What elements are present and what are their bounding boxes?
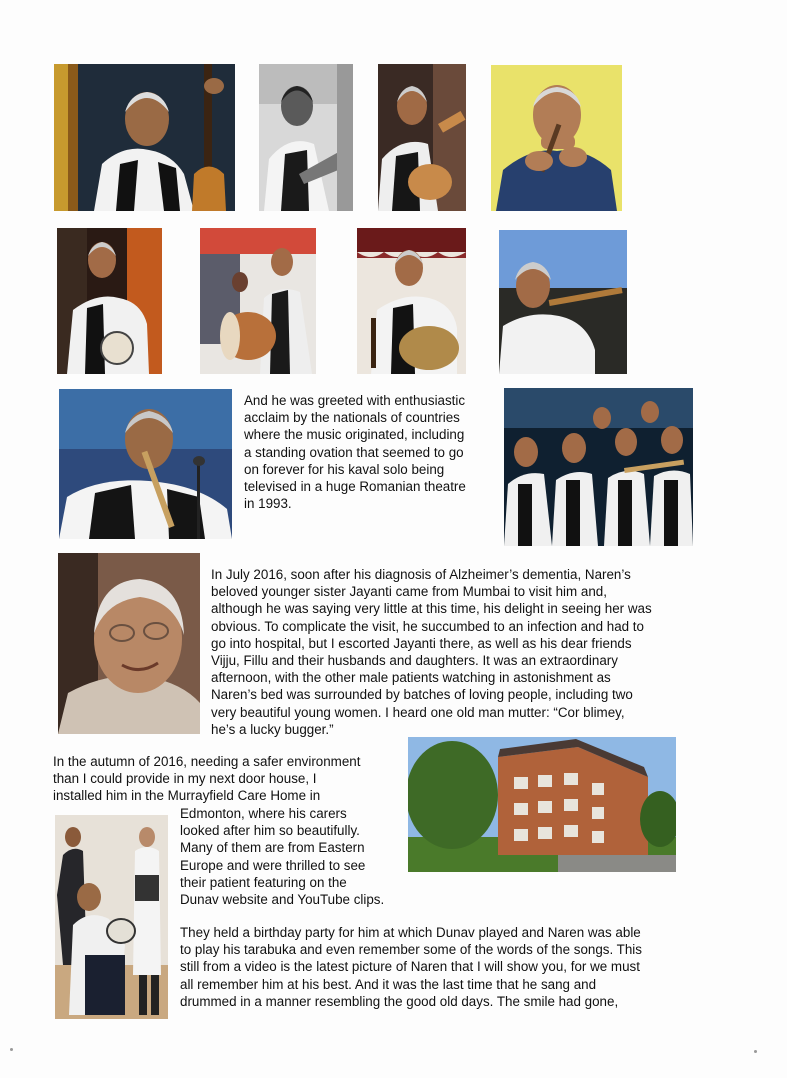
paragraph-ovation: And he was greeted with enthusiastic acclaim by the nationals of countries where the music originated, including a standing ovation that seemed to go on forever for his kaval solo being televised in a huge Romanian theatre in 1993. — [244, 393, 466, 512]
photo-double-bass — [54, 64, 235, 211]
photo-drum-group — [200, 228, 316, 374]
paragraph-birthday: They held a birthday party for him at which Dunav played and Naren was able to play his tarabuka and even remember some of the words of the songs. This still from a video is the latest picture of Naren that I will show you, for we must all remember him at his best. And it was the last time that he sang and drummed in a manner resembling the good old days. The smile had gone, — [180, 925, 642, 1009]
photo-guitar-bw — [259, 64, 353, 211]
photo-dunav-band — [504, 388, 693, 546]
photo-tambourine — [57, 228, 162, 374]
paragraph-care-home-top: In the autumn of 2016, needing a safer environment than I could provide in my next door house, I installed him in the Murrayfield Care Home in — [53, 754, 361, 804]
scan-speck — [10, 1048, 13, 1051]
photo-care-home-building — [408, 737, 676, 872]
photo-jayanti — [58, 553, 200, 734]
photo-bagpipe — [357, 228, 466, 374]
photo-guitar-color — [378, 64, 466, 211]
paragraph-care-home-side: Edmonton, where his carers looked after him so beautifully. Many of them are from Eastern Europe and were thrilled to see their patient featuring on the Dunav website and YouTube clips. — [180, 806, 385, 908]
photo-pipe-outdoor — [499, 230, 627, 374]
scan-speck — [754, 1050, 757, 1053]
photo-birthday-party — [55, 815, 168, 1019]
photo-flute-yellow — [491, 65, 622, 211]
paragraph-visit: In July 2016, soon after his diagnosis of Alzheimer’s dementia, Naren’s beloved younger sister Jayanti came from Mumbai to visit him and, although he was saying very little at this time, his delight in seeing her was obvious. To complicate the visit, he succumbed to an infection and had to go into hospital, but I escorted Jayanti there, as well as his dear friends Vijju, Fillu and their husbands and daughters. It was an extraordinary afternoon, with the other male patients watching in astonishment as Naren’s bed was surrounded by batches of loving people, including two very beautiful young women. I heard one old man mutter: “Cor blimey, he’s a lucky bugger.” — [211, 567, 652, 737]
photo-kaval-solo — [59, 389, 232, 539]
